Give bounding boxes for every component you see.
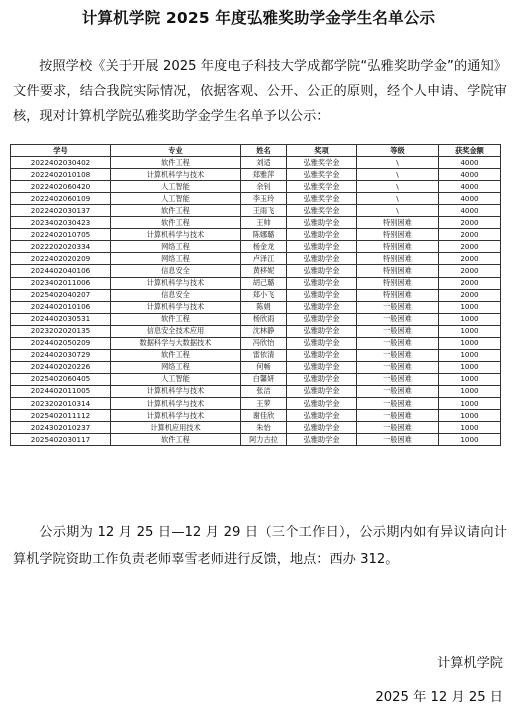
cell-level: 一般困难 — [357, 422, 439, 434]
table-row — [11, 301, 501, 313]
cell-major: 网络工程 — [111, 361, 241, 373]
cell-level: 一般困难 — [357, 373, 439, 385]
cell-major: 软件工程 — [111, 157, 241, 169]
cell-award: 弘雅助学金 — [287, 349, 357, 361]
cell-award: 弘雅助学金 — [287, 313, 357, 325]
intro-paragraph — [13, 54, 507, 129]
cell-amount: 1000 — [439, 410, 501, 422]
cell-student-id: 2024402040106 — [11, 265, 111, 277]
cell-award: 弘雅助学金 — [287, 289, 357, 301]
cell-student-id: 2022402060420 — [11, 181, 111, 193]
cell-award: 弘雅助学金 — [287, 397, 357, 409]
cell-name: 冯欣怡 — [241, 337, 287, 349]
cell-award: 弘雅助学金 — [287, 361, 357, 373]
cell-name: 陈娜璐 — [241, 229, 287, 241]
cell-major: 软件工程 — [111, 349, 241, 361]
cell-major: 软件工程 — [111, 313, 241, 325]
table-row — [11, 349, 501, 361]
table-row — [11, 241, 501, 253]
table-row — [11, 385, 501, 397]
scholarship-table — [10, 144, 501, 446]
cell-student-id: 2025402030117 — [11, 434, 111, 446]
cell-amount: 1000 — [439, 349, 501, 361]
cell-major: 计算机科学与技术 — [111, 229, 241, 241]
cell-level: 一般困难 — [357, 325, 439, 337]
table-row — [11, 205, 501, 217]
cell-award: 弘雅助学金 — [287, 373, 357, 385]
cell-student-id: 2022402010108 — [11, 169, 111, 181]
cell-award: 弘雅助学金 — [287, 229, 357, 241]
cell-name: 何畅 — [241, 361, 287, 373]
header-student-id: 学号 — [11, 145, 111, 157]
cell-student-id: 2023202020135 — [11, 325, 111, 337]
cell-major: 计算机科学与技术 — [111, 277, 241, 289]
table-row — [11, 157, 501, 169]
cell-award: 弘雅助学金 — [287, 422, 357, 434]
cell-level: 特别困难 — [357, 229, 439, 241]
table-row — [11, 193, 501, 205]
cell-award: 弘雅助学金 — [287, 241, 357, 253]
cell-amount: 4000 — [439, 181, 501, 193]
cell-level: \ — [357, 205, 439, 217]
cell-major: 信息安全技术应用 — [111, 325, 241, 337]
header-level: 等级 — [357, 145, 439, 157]
cell-award: 弘雅助学金 — [287, 265, 357, 277]
cell-name: 卢泽江 — [241, 253, 287, 265]
cell-amount: 1000 — [439, 373, 501, 385]
cell-name: 郑雅萍 — [241, 169, 287, 181]
cell-amount: 2000 — [439, 265, 501, 277]
cell-amount: 1000 — [439, 434, 501, 446]
table-row — [11, 373, 501, 385]
cell-student-id: 2022402030137 — [11, 205, 111, 217]
table-row — [11, 169, 501, 181]
cell-student-id: 2022402030402 — [11, 157, 111, 169]
cell-amount: 2000 — [439, 253, 501, 265]
cell-amount: 1000 — [439, 397, 501, 409]
cell-major: 人工智能 — [111, 193, 241, 205]
cell-name: 李玉玲 — [241, 193, 287, 205]
cell-major: 网络工程 — [111, 253, 241, 265]
cell-level: 一般困难 — [357, 349, 439, 361]
cell-award: 弘雅助学金 — [287, 301, 357, 313]
cell-major: 软件工程 — [111, 217, 241, 229]
cell-amount: 1000 — [439, 337, 501, 349]
cell-award: 弘雅助学金 — [287, 434, 357, 446]
cell-student-id: 2022202020334 — [11, 241, 111, 253]
cell-student-id: 2024402010106 — [11, 301, 111, 313]
table-row — [11, 181, 501, 193]
cell-level: 一般困难 — [357, 361, 439, 373]
cell-level: \ — [357, 169, 439, 181]
cell-award: 弘雅奖学金 — [287, 169, 357, 181]
cell-student-id: 2025402040207 — [11, 289, 111, 301]
cell-level: 特别困难 — [357, 265, 439, 277]
cell-amount: 1000 — [439, 361, 501, 373]
table-row — [11, 361, 501, 373]
cell-award: 弘雅助学金 — [287, 337, 357, 349]
cell-student-id: 2023402011006 — [11, 277, 111, 289]
header-name: 姓名 — [241, 145, 287, 157]
cell-amount: 1000 — [439, 301, 501, 313]
notice-text: 公示期为 12 月 25 日—12 月 29 日（三个工作日），公示期内如有异议请向计算机学院资助工作负责老师辜雪老师进行反馈，地点：西办 312。 — [13, 525, 507, 567]
cell-student-id: 2023402030423 — [11, 217, 111, 229]
table-row — [11, 229, 501, 241]
cell-name: 胡己璐 — [241, 277, 287, 289]
cell-level: 特别困难 — [357, 217, 439, 229]
header-award: 奖项 — [287, 145, 357, 157]
cell-level: 一般困难 — [357, 434, 439, 446]
page-title: 计算机学院 2025 年度弘雅奖助学金学生名单公示 — [81, 9, 436, 27]
cell-amount: 2000 — [439, 217, 501, 229]
cell-major: 计算机科学与技术 — [111, 397, 241, 409]
cell-amount: 1000 — [439, 422, 501, 434]
cell-level: 一般困难 — [357, 301, 439, 313]
table-row — [11, 289, 501, 301]
issue-date: 2025 年 12 月 25 日 — [375, 690, 503, 705]
cell-award: 弘雅奖学金 — [287, 181, 357, 193]
table-row — [11, 217, 501, 229]
cell-major: 计算机科学与技术 — [111, 385, 241, 397]
cell-level: \ — [357, 157, 439, 169]
cell-award: 弘雅助学金 — [287, 277, 357, 289]
issuer-signature: 计算机学院 — [437, 656, 503, 671]
table-row — [11, 434, 501, 446]
cell-name: 郑小飞 — [241, 289, 287, 301]
cell-student-id: 2024402011005 — [11, 385, 111, 397]
cell-amount: 1000 — [439, 313, 501, 325]
cell-major: 计算机科学与技术 — [111, 410, 241, 422]
cell-amount: 2000 — [439, 241, 501, 253]
cell-level: 一般困难 — [357, 397, 439, 409]
cell-level: \ — [357, 181, 439, 193]
cell-name: 陈娟 — [241, 301, 287, 313]
cell-amount: 4000 — [439, 205, 501, 217]
cell-name: 朱怡 — [241, 422, 287, 434]
cell-name: 张洁 — [241, 385, 287, 397]
cell-level: 一般困难 — [357, 337, 439, 349]
cell-name: 雷依清 — [241, 349, 287, 361]
cell-level: 一般困难 — [357, 313, 439, 325]
cell-level: 特别困难 — [357, 277, 439, 289]
cell-major: 信息安全 — [111, 265, 241, 277]
cell-level: 一般困难 — [357, 385, 439, 397]
cell-major: 计算机科学与技术 — [111, 301, 241, 313]
cell-award: 弘雅助学金 — [287, 217, 357, 229]
cell-major: 数据科学与大数据技术 — [111, 337, 241, 349]
cell-amount: 1000 — [439, 325, 501, 337]
cell-major: 人工智能 — [111, 181, 241, 193]
cell-award: 弘雅助学金 — [287, 410, 357, 422]
notice-paragraph — [13, 519, 507, 573]
cell-award: 弘雅奖学金 — [287, 205, 357, 217]
cell-level: \ — [357, 193, 439, 205]
cell-amount: 4000 — [439, 169, 501, 181]
cell-amount: 4000 — [439, 157, 501, 169]
cell-name: 刘适 — [241, 157, 287, 169]
header-amount: 获奖金额 — [439, 145, 501, 157]
cell-student-id: 2022402020209 — [11, 253, 111, 265]
table-row — [11, 313, 501, 325]
cell-name: 黄移妮 — [241, 265, 287, 277]
cell-student-id: 2024302010237 — [11, 422, 111, 434]
cell-award: 弘雅助学金 — [287, 253, 357, 265]
cell-amount: 1000 — [439, 385, 501, 397]
cell-major: 软件工程 — [111, 205, 241, 217]
table-header-row — [11, 145, 501, 157]
table-row — [11, 265, 501, 277]
cell-award: 弘雅奖学金 — [287, 193, 357, 205]
cell-major: 信息安全 — [111, 289, 241, 301]
cell-student-id: 2025402060405 — [11, 373, 111, 385]
cell-level: 特别困难 — [357, 241, 439, 253]
cell-student-id: 2024402050209 — [11, 337, 111, 349]
intro-text: 按照学校《关于开展 2025 年度电子科技大学成都学院“弘雅奖助学金”的通知》文件要求，结合我院实际情况，依据客观、公开、公正的原则，经个人申请、学院审核，现对计算机学院弘雅奖助学金学生名单予以公示： — [13, 59, 507, 124]
cell-name: 杨欣雨 — [241, 313, 287, 325]
table-row — [11, 422, 501, 434]
cell-name: 王帅 — [241, 217, 287, 229]
cell-amount: 2000 — [439, 277, 501, 289]
cell-name: 白馨妍 — [241, 373, 287, 385]
cell-award: 弘雅助学金 — [287, 325, 357, 337]
table-row — [11, 325, 501, 337]
cell-level: 特别困难 — [357, 289, 439, 301]
cell-name: 谢佳欣 — [241, 410, 287, 422]
table-row — [11, 397, 501, 409]
cell-major: 人工智能 — [111, 373, 241, 385]
cell-major: 计算机科学与技术 — [111, 169, 241, 181]
cell-name: 王萝 — [241, 397, 287, 409]
cell-student-id: 2024402020226 — [11, 361, 111, 373]
cell-level: 一般困难 — [357, 410, 439, 422]
header-major: 专业 — [111, 145, 241, 157]
table-row — [11, 277, 501, 289]
cell-student-id: 2022402060109 — [11, 193, 111, 205]
cell-amount: 4000 — [439, 193, 501, 205]
cell-name: 阿力古拉 — [241, 434, 287, 446]
cell-major: 计算机应用技术 — [111, 422, 241, 434]
table-row — [11, 337, 501, 349]
cell-award: 弘雅助学金 — [287, 385, 357, 397]
cell-name: 杨金龙 — [241, 241, 287, 253]
cell-student-id: 2023202010314 — [11, 397, 111, 409]
cell-student-id: 2025402011112 — [11, 410, 111, 422]
cell-name: 王雨飞 — [241, 205, 287, 217]
table-row — [11, 410, 501, 422]
table-row — [11, 253, 501, 265]
table-body — [11, 157, 501, 446]
cell-student-id: 2022402010705 — [11, 229, 111, 241]
cell-major: 软件工程 — [111, 434, 241, 446]
cell-award: 弘雅奖学金 — [287, 157, 357, 169]
cell-major: 网络工程 — [111, 241, 241, 253]
cell-student-id: 2024402030729 — [11, 349, 111, 361]
cell-name: 沈林静 — [241, 325, 287, 337]
cell-amount: 2000 — [439, 289, 501, 301]
cell-name: 余钊 — [241, 181, 287, 193]
cell-student-id: 2024402030531 — [11, 313, 111, 325]
cell-amount: 2000 — [439, 229, 501, 241]
cell-level: 特别困难 — [357, 253, 439, 265]
